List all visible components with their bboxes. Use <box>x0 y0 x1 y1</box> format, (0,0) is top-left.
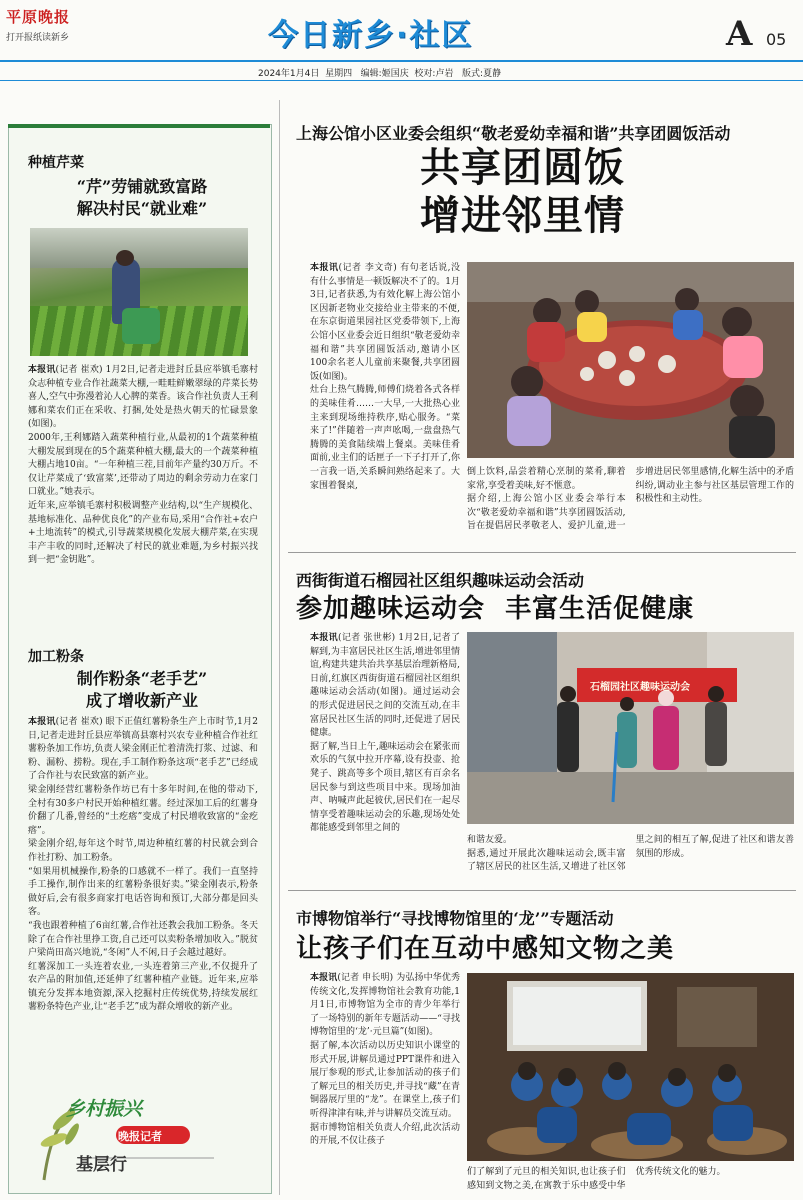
body-text: 1月2日,记者走进封丘县应举镇毛寨村众志种植专业合作社蔬菜大棚,一畦畦鲜嫩翠绿的芹菜长势喜人,空气中弥漫着沁人心脾的菜香。该合作社负责人王利娜和菜农们正在采收、打捆,处处是热火朝天的忙碌景象(如图)。 2000年,王利娜踏入蔬菜种植行业,从最初的1个蔬菜种植大棚发展到现在的5个蔬菜种植大棚,最大的一个蔬菜种植大棚占地10亩。“一年种植三茬,目前年产量约30万斤。不仅让芹菜成了‘致富菜’,还带动了周边的剩余劳动力在家门口就业。”她表示。 近年来,应举镇毛寨村积极调整产业结构,以“生产规模化、基地标准化、品种优良化”的产业布局,采用“合作社+农户+土地流转”的模式,引导蔬菜规模化发展大棚芹菜,在实现丰产丰收的同时,还解决了村民的就业难题,为乡村振兴找到一把“金钥匙”。 <box>28 365 258 566</box>
title-line-1: 制作粉条“老手艺” <box>76 669 208 688</box>
left-column-top-bar <box>8 124 270 128</box>
fun-games-photo <box>467 632 794 824</box>
group-dinner-photo <box>467 262 794 458</box>
article-body-dinner-bottom: 倒上饮料,品尝着精心烹制的菜肴,聊着家常,享受着美味,好不惬意。 据介绍,上海公馆小区业委会举行本次“敬老爱幼幸福和谐”共享团圆饭活动,旨在提倡居民孝敬老人、爱护儿童,进一步增进居民邻里感情,化解生活中的矛盾纠纷,调动业主参与社区基层管理工作的积极性和主动性。 <box>467 467 794 532</box>
header-rule-thin <box>0 80 803 81</box>
article-tag-noodles: 加工粉条 <box>28 649 84 665</box>
byline: (记者 李文奇) <box>338 263 397 273</box>
title-line-2: 成了增收新产业 <box>85 691 198 710</box>
headline-line-1: 共享团圆饭 <box>420 145 625 191</box>
article-title-celery <box>30 176 254 220</box>
badge-line-1: 乡村振兴 <box>66 1098 143 1120</box>
badge-line-2: 晚报记者 <box>118 1130 162 1143</box>
article-title-noodles <box>30 668 254 712</box>
body-text: 眼下正值红薯粉条生产上市时节,1月2日,记者走进封丘县应举镇高县寨村兴农专业种植合作社红薯粉条加工作坊,负责人梁金刚正忙着清洗打浆、过滤、和粉、漏粉、捞粉。现在,手工制作粉条这项“老手艺”已经成了合作社与农民致富的新产业。 梁金刚经营红薯粉条作坊已有十多年时间,在他的带动下,全村有30多户村民开始种植红薯。经过深加工后的红薯身价翻了几番,曾经的“土疙瘩”变成了村民增收致富的“金疙瘩”。 梁金刚介绍,每年这个时节,周边种植红薯的村民就会到合作社打粉、加工粉条。 “如果用机械操作,粉条的口感就不一样了。我们一直坚持手工操作,制作出来的红薯粉条很好卖。”梁金刚表示,粉条做好后,会有很多商家打电话咨询和预订,大部分都是回头客。 “我也跟着种植了6亩红薯,合作社还教会我加工粉条。冬天除了在合作社里挣工资,自己还可以卖粉条增加收入。”脱贫户梁尚田高兴地说,“冬闲”人不闲,日子会越过越好。 红薯深加工一头连着农业,一头连着第三产业,不仅提升了农产品的附加值,还延伸了红薯种植产业链。近年来,应举镇充分发挥本地资源,深入挖掘村庄传统优势,持续发展红薯粉条特色产业,让“老手艺”成为群众增收的新产业。 <box>28 717 258 1013</box>
article-body-dinner-top <box>310 262 460 534</box>
article-body-noodles <box>28 716 258 1086</box>
article-kicker-sports: 西街街道石榴园社区组织趣味运动会活动 <box>296 571 585 590</box>
article-body-celery <box>28 364 258 620</box>
celery-harvest-photo <box>30 228 248 356</box>
article-kicker-museum: 市博物馆举行“寻找博物馆里的‘龙’”专题活动 <box>296 909 614 928</box>
body-text: 有句老话说,没有什么事情是一顿饭解决不了的。1月3日,记者获悉,为有效化解上海公馆小区因新老物业交接给业主带来的不便,在东京街道果园社区党委带领下,上海公馆小区业委会近日组织“敬老爱幼幸福和谐”共享团圆饭活动,邀请小区100余名老人儿童前来聚餐,共享团圆饭(如图)。 灶台上热气腾腾,师傅们烧着各式各样的美味佳肴……一大早,一大批热心业主来到现场维持秩序,贴心服务。“菜来了!”伴随着一声声吆喝,一盘盘热气腾腾的美食陆续端上餐桌。美味佳肴面前,业主们的话匣子一下子打开了,你一言我一语,关系瞬间熟络起来了。大家围着餐桌, <box>310 263 460 491</box>
article-tag-celery: 种植芹菜 <box>28 155 84 171</box>
article-body-sports-top <box>310 632 460 880</box>
headline-line-2: 增进邻里情 <box>420 193 625 239</box>
column-divider <box>279 100 280 1195</box>
lead-label: 本报讯 <box>28 717 56 727</box>
article-kicker-dinner: 上海公馆小区业委会组织“敬老爱幼幸福和谐”共享团圆饭活动 <box>296 124 731 143</box>
lead-label: 本报讯 <box>310 633 338 643</box>
section-title: 今日新乡·社区 <box>268 18 474 53</box>
article-separator <box>288 552 796 553</box>
title-line-1: “芹”劳铺就致富路 <box>76 177 208 196</box>
newspaper-logo: 平原晚报 <box>6 8 71 26</box>
article-headline-sports: 参加趣味运动会 丰富生活促健康 <box>296 594 695 624</box>
newspaper-slogan: 打开报纸读新乡 <box>6 33 70 43</box>
header-rule <box>0 60 803 62</box>
article-separator <box>288 890 796 891</box>
article-body-sports-bottom: 和谐友爱。 据悉,通过开展此次趣味运动会,既丰富了辖区居民的社区生活,又增进了社区邻里之间的相互了解,促进了社区和谐友善氛围的形成。 <box>467 835 794 873</box>
page-letter: A <box>726 14 753 54</box>
event-banner-text: 石榴园社区趣味运动会 <box>590 682 690 693</box>
byline: (记者 崔欢) <box>55 717 103 727</box>
byline: (记者 申长明) <box>337 973 394 983</box>
body-text: 为弘扬中华优秀传统文化,发挥博物馆社会教育功能,1月1日,市博物馆为全市的青少年举行了一场特别的新年专题活动——“寻找博物馆里的‘龙’·元旦篇”(如图)。 据了解,本次活动以历史知识小课堂的形式开展,讲解员通过PPT课件和进入展厅参观的形式,让参加活动的孩子们了解元旦的相关历史,并寻找“藏”在青铜器展厅里的“龙”。在课堂上,孩子们听得津津有味,并与讲解员交流互动。 据市博物馆相关负责人介绍,此次活动的开展,不仅让孩子 <box>310 973 460 1147</box>
page-number: 05 <box>766 30 787 49</box>
body-text: 1月2日,记者了解到,为丰富居民社区生活,增进邻里情谊,构建共建共治共享基层治理新格局,日前,红旗区西街街道石榴园社区组织趣味运动会活动(如图)。通过运动会的形式促进居民之间的交流互动,在丰富居民社区生活的同时,还促进了居民健康。 据了解,当日上午,趣味运动会在紧张而欢乐的气氛中拉开序幕,设有投壶、抢凳子、跳高等多个项目,辖区有百余名居民参与到这些项目中来。现场加油声、呐喊声此起彼伏,居民们在一起尽情享受着趣味运动会的乐趣,现场处处都能感受到邻里之间的 <box>310 633 460 834</box>
lead-label: 本报讯 <box>310 973 338 983</box>
lead-label: 本报讯 <box>310 263 339 273</box>
article-headline-museum: 让孩子们在互动中感知文物之美 <box>296 934 675 964</box>
museum-class-photo <box>467 973 794 1161</box>
badge-line-3: 基层行 <box>76 1155 127 1175</box>
article-headline-dinner <box>420 144 625 240</box>
lead-label: 本报讯 <box>28 365 56 375</box>
issue-info: 2024年1月4日 星期四 编辑:姬国庆 校对:卢岩 版式:夏静 <box>258 69 502 79</box>
byline: (记者 崔欢) <box>55 365 103 375</box>
article-body-museum-top <box>310 972 460 1192</box>
byline: (记者 张世彬) <box>337 633 396 643</box>
title-line-2: 解决村民“就业难” <box>76 199 208 218</box>
article-body-museum-bottom: 们了解到了元旦的相关知识,也让孩子们感知到文物之美,在寓教于乐中感受中华优秀传统文化的魅力。 <box>467 1167 726 1191</box>
